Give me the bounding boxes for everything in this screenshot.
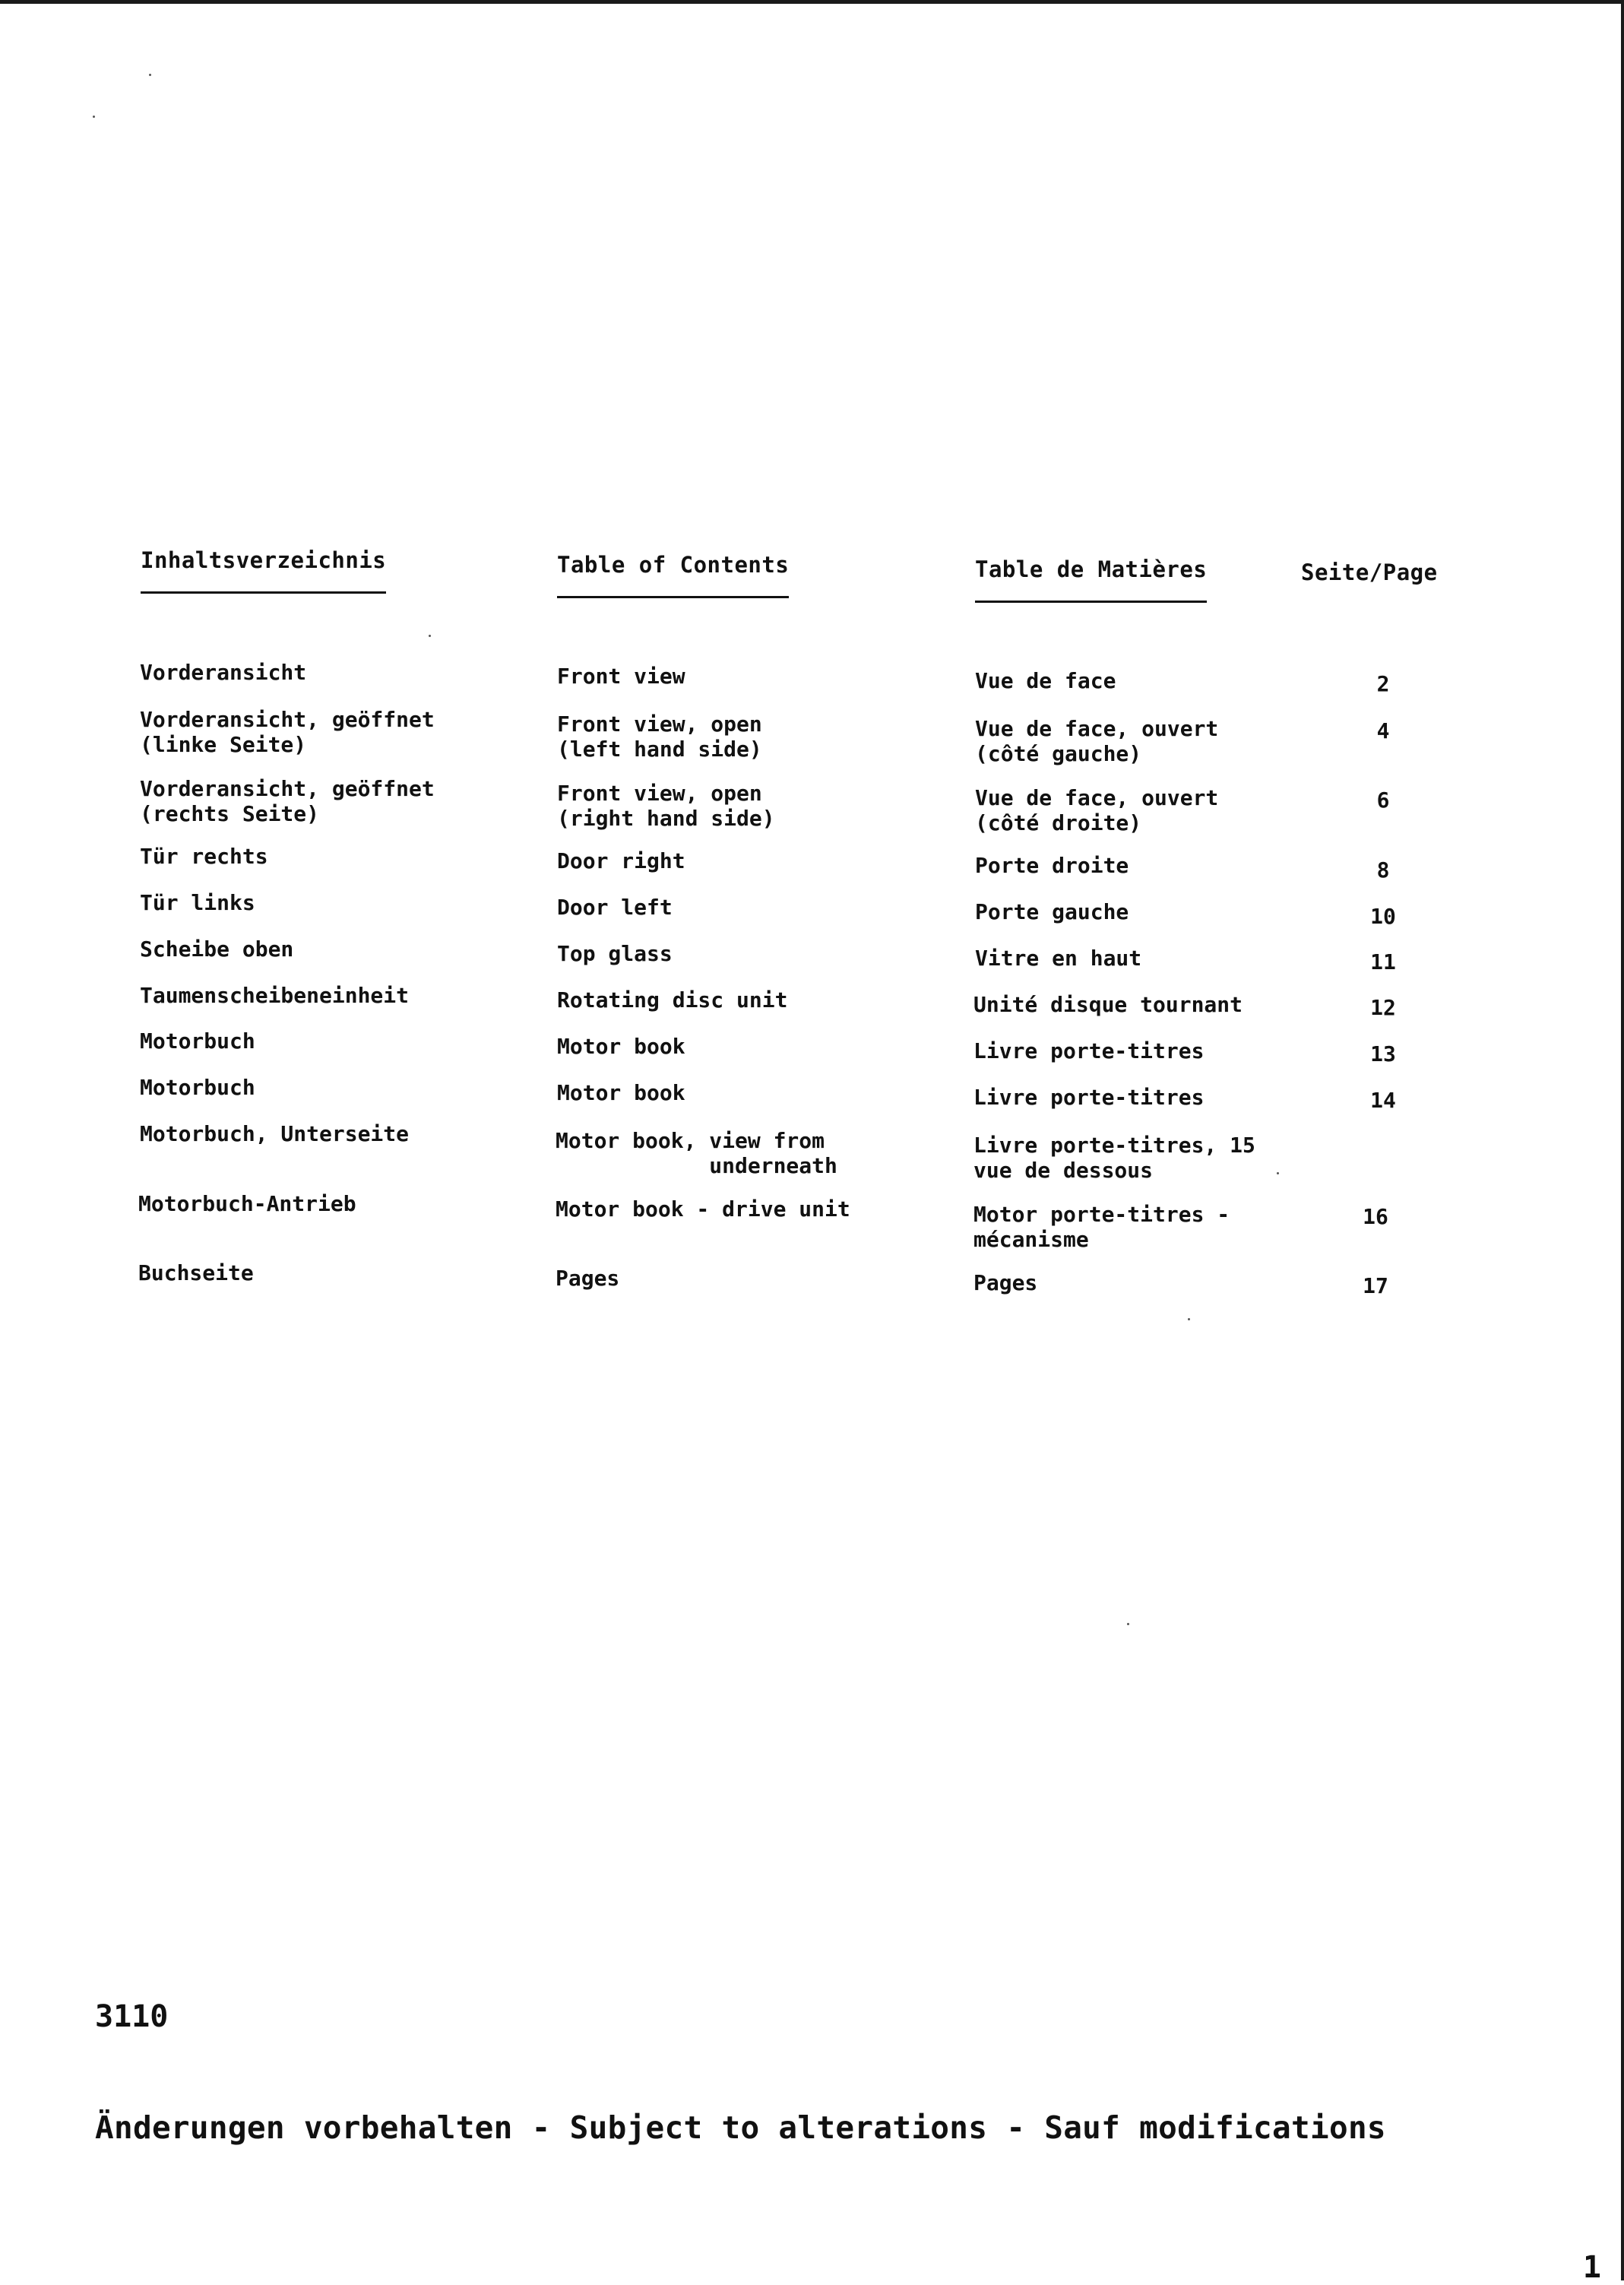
toc-page-number: 12 [1370,995,1396,1020]
toc-german-cell: Motorbuch [140,1075,255,1100]
toc-french-cell: Unité disque tournant [973,992,1243,1017]
toc-french-cell: Vue de face, ouvert (côté droite) [975,785,1219,835]
toc-english-cell: Pages [556,1266,620,1291]
footer-notice: Änderungen vorbehalten - Subject to alterations - Sauf modifications [95,2109,1386,2146]
toc-english-cell: Top glass [557,941,673,966]
toc-german-cell: Taumenscheibeneinheit [140,983,410,1008]
header-page: Seite/Page [1301,559,1438,585]
toc-german-cell: Vorderansicht [140,660,307,685]
page-number: 1 [1582,2250,1601,2285]
toc-german-cell: Motorbuch-Antrieb [138,1191,356,1216]
toc-french-cell: Motor porte-titres - mécanisme [973,1202,1230,1252]
page-right-border [1621,0,1624,2280]
toc-french-cell: Vue de face, ouvert (côté gauche) [975,716,1219,766]
toc-page-number: 4 [1376,718,1390,743]
scan-speck [1127,1623,1129,1625]
toc-page-number: 16 [1363,1204,1388,1229]
scan-speck [1188,1318,1190,1320]
toc-german-cell: Buchseite [138,1260,254,1285]
toc-english-cell: Door left [557,895,673,920]
toc-german-cell: Motorbuch [140,1028,255,1054]
toc-german-cell: Vorderansicht, geöffnet (rechts Seite) [140,776,435,826]
toc-page-number: 14 [1370,1088,1396,1113]
toc-english-cell: Motor book [557,1034,685,1059]
toc-page-number: 6 [1376,788,1390,813]
toc-page-number: 13 [1370,1041,1396,1066]
toc-page-number: 10 [1370,904,1396,929]
scan-speck [1277,1172,1279,1174]
toc-english-cell: Motor book [557,1080,685,1105]
toc-english-cell: Motor book - drive unit [556,1196,850,1222]
toc-french-cell: Livre porte-titres [973,1038,1205,1063]
toc-page-number: 11 [1370,949,1396,975]
toc-german-cell: Vorderansicht, geöffnet (linke Seite) [140,707,435,757]
document-number: 3110 [95,1999,169,2034]
toc-german-cell: Scheibe oben [140,937,294,962]
toc-english-cell: Door right [557,848,685,873]
header-french: Table de Matières [975,556,1207,603]
toc-german-cell: Tür links [140,890,255,915]
toc-french-cell: Vitre en haut [975,946,1142,971]
toc-page-number: 2 [1376,671,1390,696]
toc-english-cell: Front view [557,664,685,689]
toc-german-cell: Motorbuch, Unterseite [140,1121,410,1146]
scan-speck [429,635,431,637]
toc-page-number: 17 [1363,1273,1388,1298]
scan-speck [149,74,151,76]
toc-french-cell: Porte droite [975,853,1129,878]
toc-french-cell: Livre porte-titres [973,1085,1205,1110]
toc-english-cell: Front view, open (right hand side) [557,781,775,831]
toc-german-cell: Tür rechts [140,844,268,869]
scan-speck [93,116,95,118]
toc-french-cell: Livre porte-titres, 15 vue de dessous [973,1133,1255,1183]
page-top-border [0,0,1624,4]
toc-french-cell: Porte gauche [975,899,1129,924]
toc-page-number: 8 [1376,857,1390,883]
toc-french-cell: Vue de face [975,668,1116,693]
toc-english-cell: Front view, open (left hand side) [557,711,762,762]
header-german: Inhaltsverzeichnis [141,547,386,594]
toc-english-cell: Rotating disc unit [557,987,788,1013]
toc-french-cell: Pages [973,1270,1038,1295]
header-english: Table of Contents [557,552,789,598]
toc-english-cell: Motor book, view from underneath [556,1128,837,1178]
